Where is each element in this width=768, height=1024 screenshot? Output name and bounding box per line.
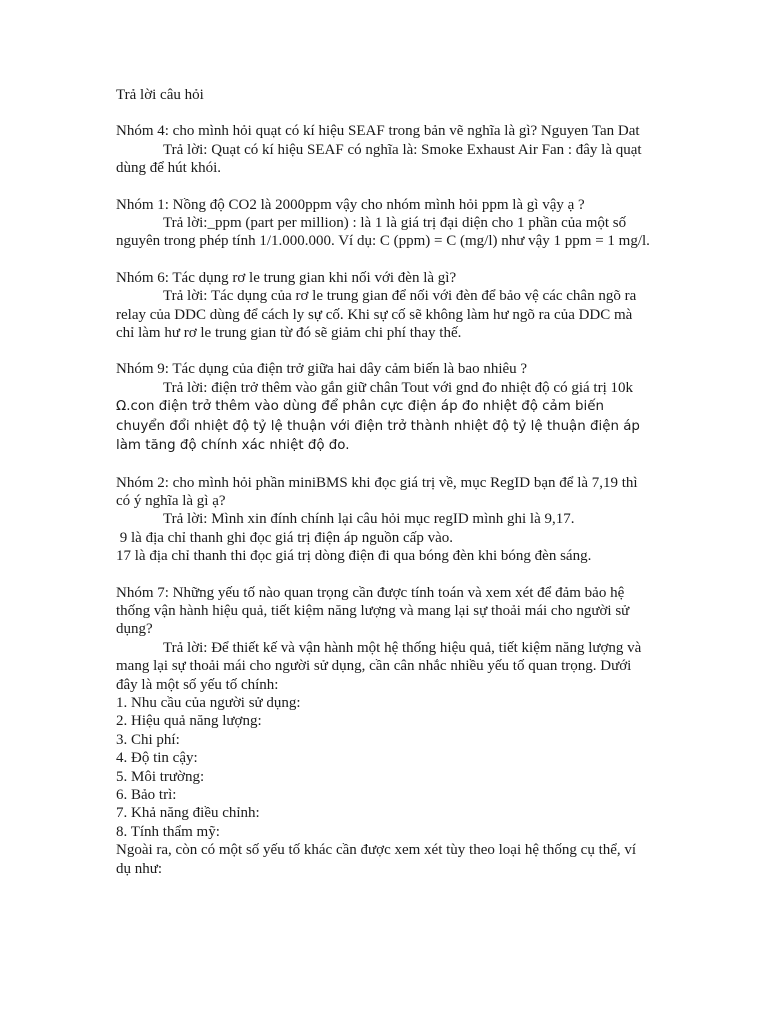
question-text: Nhóm 2: cho mình hỏi phần miniBMS khi đọc giá trị về, mục RegID bạn để là 7,19 thì có ý nghĩa là gì ạ? [116, 474, 638, 509]
qa-group-1 [116, 196, 654, 251]
answer-text: Trả lời:_ppm (part per million) : là 1 là giá trị đại diện cho 1 phần của một số nguyên trong phép tính 1/1.000.000. Ví dụ: C (ppm) = C (mg/l) như vậy 1 ppm = 1 mg/l. [116, 215, 650, 250]
question-text: Nhóm 1: Nồng độ CO2 là 2000ppm vậy cho nhóm mình hỏi ppm là gì vậy ạ ? [116, 196, 585, 213]
list-item: 3. Chi phí: [116, 731, 180, 748]
question-text: Nhóm 9: Tác dụng của điện trở giữa hai dây cảm biến là bao nhiêu ? [116, 361, 528, 378]
qa-group-4 [116, 122, 654, 177]
answer-detail: 9 là địa chỉ thanh ghi đọc giá trị điện áp nguồn cấp vào. [116, 529, 453, 546]
list-item: 6. Bảo trì: [116, 787, 177, 803]
qa-group-2 [116, 474, 654, 566]
answer-text: Trả lời: Để thiết kế và vận hành một hệ thống hiệu quả, tiết kiệm năng lượng và mang lại sự thoải mái cho người sử dụng, cần cân nhắc nhiều yếu tố quan trọng. Dưới đây là một số yếu tố chính: [116, 639, 642, 693]
list-item: 4. Độ tin cậy: [116, 750, 198, 767]
list-item: 7. Khả năng điều chỉnh: [116, 805, 260, 822]
document-page [116, 86, 654, 896]
answer-text-serif: Trả lời: điện trở thêm vào gắn giữ chân Tout với gnd đo nhiệt độ có giá trị 10k [163, 379, 633, 396]
list-item: 1. Nhu cầu của người sử dụng: [116, 694, 301, 711]
list-item: 2. Hiệu quả năng lượng: [116, 713, 262, 730]
answer-detail: 17 là địa chỉ thanh thi đọc giá trị dòng điện đi qua bóng đèn khi bóng đèn sáng. [116, 548, 592, 565]
answer-text-sans: Ω.con điện trở thêm vào dùng để phân cực điện áp đo nhiệt độ cảm biến chuyển đổi nhiệt độ tỷ lệ thuận với điện trở thành nhiệt độ tỷ lệ thuận điện áp làm tăng độ chính xác nhiệt độ đo. [116, 399, 640, 454]
list-item: 8. Tính thẩm mỹ: [116, 823, 220, 840]
answer-text: Trả lời: Quạt có kí hiệu SEAF có nghĩa là: Smoke Exhaust Air Fan : đây là quạt dùng để hút khói. [116, 141, 642, 177]
question-text: Nhóm 4: cho mình hỏi quạt có kí hiệu SEAF trong bản vẽ nghĩa là gì? Nguyen Tan Dat [116, 123, 640, 140]
list-item: 5. Môi trường: [116, 768, 205, 785]
document-title: Trả lời câu hỏi [116, 87, 204, 103]
question-text: Nhóm 7: Những yếu tố nào quan trọng cần được tính toán và xem xét để đảm bảo hệ thống vận hành hiệu quả, tiết kiệm năng lượng và mang lại sự thoải mái cho người sử dụng? [116, 584, 630, 638]
qa-group-6 [116, 269, 654, 343]
qa-group-7 [116, 584, 654, 879]
qa-group-9 [116, 360, 654, 455]
question-text: Nhóm 6: Tác dụng rơ le trung gian khi nối với đèn là gì? [116, 269, 457, 286]
answer-text: Trả lời: Tác dụng của rơ le trung gian để nối với đèn để bảo vệ các chân ngõ ra relay của DDC dùng để cách ly sự cố. Khi sự cố sẽ không làm hư ngõ ra của DDC mà chỉ làm hư rơ le trung gian từ đó sẽ giảm chi phí thay thế. [116, 288, 637, 342]
closing-text: Ngoài ra, còn có một số yếu tố khác cần được xem xét tùy theo loại hệ thống cụ thể, ví dụ như: [116, 842, 637, 877]
answer-text: Trả lời: Mình xin đính chính lại câu hỏi mục regID mình ghi là 9,17. [163, 511, 575, 528]
answer-text [116, 379, 654, 456]
